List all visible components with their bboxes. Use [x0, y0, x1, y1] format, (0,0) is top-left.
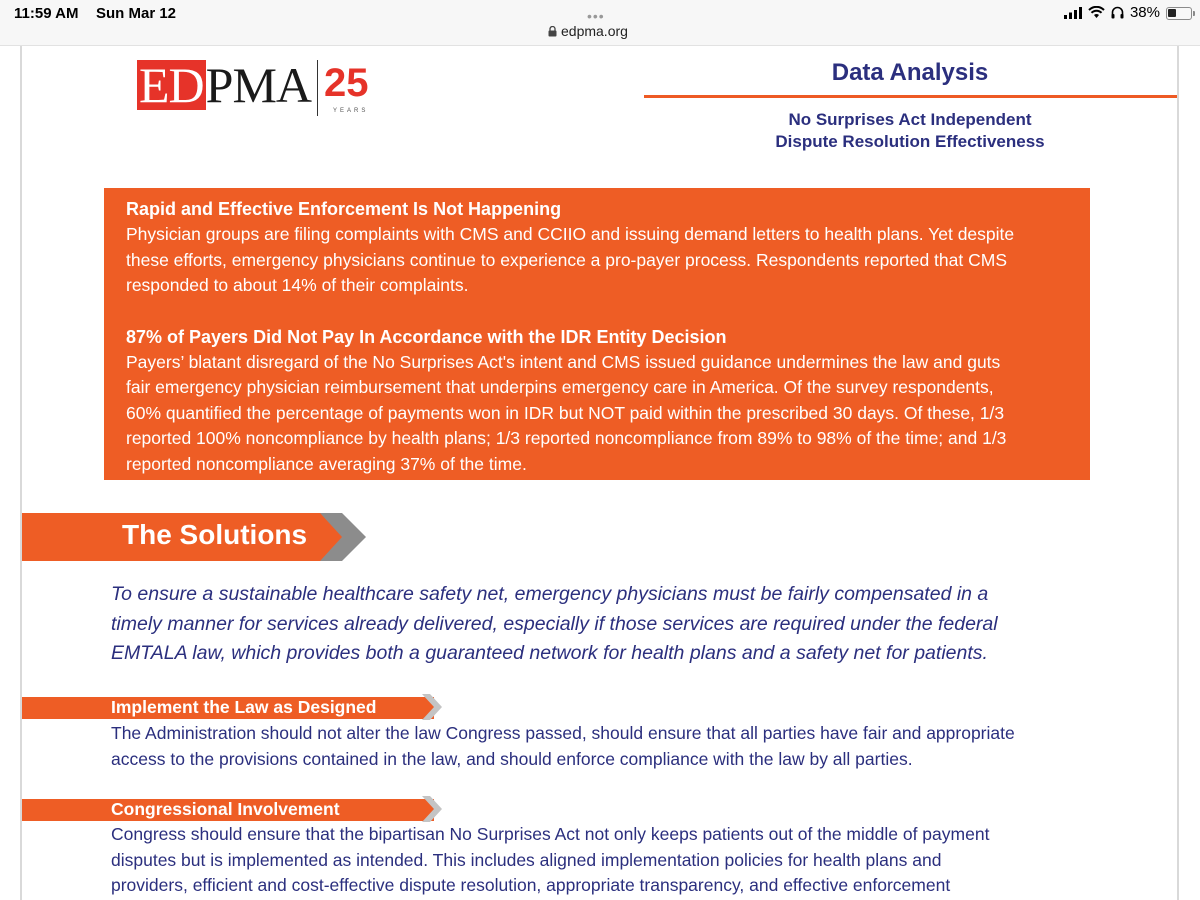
title-rule	[644, 95, 1177, 98]
banner-arrow-icon	[420, 692, 444, 722]
findings-box	[104, 188, 1090, 480]
document-edge-right	[1177, 46, 1200, 900]
subtitle-line: No Surprises Act Independent	[788, 110, 1032, 129]
finding-text-line: Payers’ blatant disregard of the No Surprises Act's intent and CMS issued guidance undermines the law and guts	[126, 351, 1001, 372]
wifi-icon	[1088, 6, 1105, 19]
intro-line: timely manner for services already delivered, especially if those services are required under the federal	[111, 612, 998, 635]
section-text	[111, 721, 1111, 772]
page-title: Data Analysis	[831, 59, 989, 86]
logo-ed: ED	[139, 57, 204, 113]
finding-text-line: fair emergency physician reimbursement that underpins emergency care in America. Of the survey respondents,	[126, 377, 994, 397]
finding-heading: 87% of Payers Did Not Pay In Accordance with the IDR Entity Decision	[126, 326, 727, 347]
battery-percent: 38%	[1129, 4, 1160, 21]
lock-icon	[548, 26, 557, 37]
finding-text-line: 60% quantified the percentage of payments won in IDR but NOT paid within the prescribed 30 days. Of these, 1/3	[126, 402, 1005, 423]
finding-heading: Rapid and Effective Enforcement Is Not Happening	[126, 199, 562, 219]
section-text-line: providers, efficient and cost-effective dispute resolution, appropriate transparency, and effective enforcement	[111, 875, 951, 895]
banner-arrow-icon	[420, 794, 444, 824]
section-text-line: access to the provisions contained in the law, and should enforce compliance with the law by all parties.	[111, 748, 913, 769]
intro-line: To ensure a sustainable healthcare safety net, emergency physicians must be fairly compensated in a	[111, 583, 989, 605]
signal-icon	[1064, 7, 1082, 19]
section-title: Congressional Involvement	[111, 799, 340, 819]
battery-icon	[1166, 7, 1192, 20]
edpma-25-years-logo	[137, 57, 369, 120]
status-indicators	[1064, 4, 1160, 21]
logo-divider	[317, 60, 318, 116]
banner-arrow-icon	[320, 513, 368, 561]
status-time: 11:59 AM	[14, 5, 79, 22]
finding-text-line: responded to about 14% of their complaints.	[126, 275, 469, 295]
logo-years: YEARS	[333, 108, 369, 114]
intro-line: EMTALA law, which provides both a guaranteed network for health plans and a safety net for patients.	[111, 642, 988, 664]
finding-text-line: reported noncompliance averaging 37% of the time.	[126, 453, 527, 474]
finding-text-line: reported 100% noncompliance by health plans; 1/3 reported noncompliance from 89% to 98% of the time; and 1/3	[126, 428, 1007, 448]
section-text-line: The Administration should not alter the law Congress passed, should ensure that all parties have fair and appropriate	[111, 723, 1015, 743]
logo-25: 25	[324, 61, 369, 105]
url-text: edpma.org	[561, 23, 628, 39]
status-date: Sun Mar 12	[96, 5, 177, 22]
headphones-icon	[1111, 6, 1124, 19]
status-bar	[0, 0, 1200, 46]
document-edge-left	[0, 46, 22, 900]
subtitle-line: Dispute Resolution Effectiveness	[775, 132, 1045, 151]
section-text-line: disputes but is implemented as intended. This includes aligned implementation policies for health plans and	[111, 849, 942, 870]
solutions-intro	[111, 580, 1111, 669]
finding-text-line: these efforts, emergency physicians continue to experience a pro-payer process. Respondents reported that CMS	[126, 249, 1007, 270]
multitasking-dots-icon[interactable]: •••	[587, 8, 605, 24]
logo-pma: PMA	[205, 57, 312, 113]
section-text-line: Congress should ensure that the bipartisan No Surprises Act not only keeps patients out of the middle of payment	[111, 824, 990, 844]
section-text	[111, 822, 1111, 899]
page-subtitle	[740, 109, 1080, 153]
solutions-title: The Solutions	[122, 519, 308, 550]
address-bar[interactable]	[548, 23, 628, 39]
section-title: Implement the Law as Designed	[111, 697, 377, 717]
finding-text-line: Physician groups are filing complaints with CMS and CCIIO and issuing demand letters to health plans. Yet despite	[126, 224, 1015, 244]
